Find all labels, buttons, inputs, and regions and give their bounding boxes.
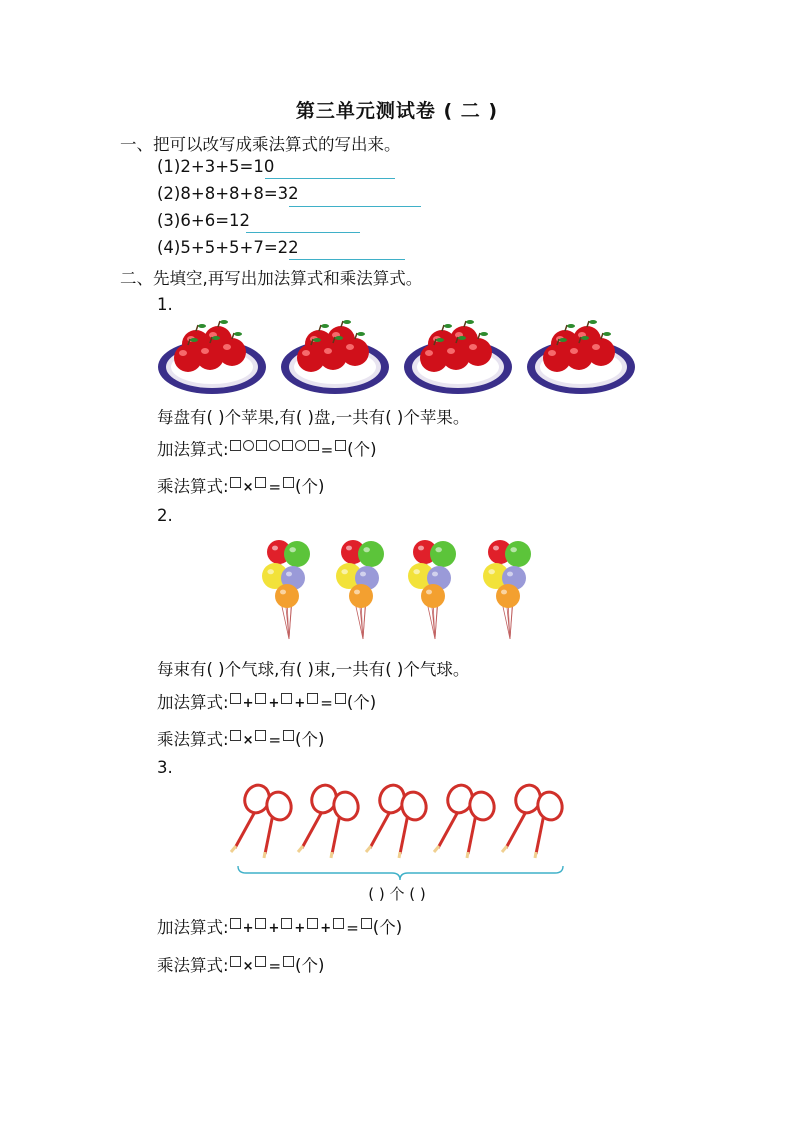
q1-addition-label: 加法算式: <box>157 440 229 459</box>
plus-sign: + <box>294 921 306 936</box>
q3-multiplication-label: 乘法算式: <box>157 956 229 975</box>
balloon-bunch-icon <box>408 540 456 639</box>
q2-addition-row <box>157 689 376 713</box>
answer-box[interactable] <box>283 477 294 488</box>
answer-box[interactable] <box>255 693 266 704</box>
unit-label: (个) <box>295 477 325 496</box>
racket-pairs-illustration <box>0 782 794 857</box>
equals-sign: = <box>320 694 333 712</box>
q1-number: 1. <box>157 295 173 314</box>
answer-box[interactable] <box>255 956 266 967</box>
s1-answer-blank-4[interactable] <box>289 259 405 260</box>
q2-number: 2. <box>157 506 173 525</box>
q3-addition-row <box>157 914 402 938</box>
answer-box[interactable] <box>307 918 318 929</box>
balloon-bunch-icon <box>262 540 310 639</box>
curly-brace <box>0 862 794 882</box>
operator-circle[interactable] <box>243 440 254 451</box>
answer-box[interactable] <box>230 730 241 741</box>
answer-box[interactable] <box>281 693 292 704</box>
s1-item-3: (3)6+6=12 <box>157 211 251 230</box>
answer-box[interactable] <box>307 693 318 704</box>
apple-plate-icon <box>527 320 635 394</box>
q1-sentence: 每盘有( )个苹果,有( )盘,一共有( )个苹果。 <box>157 408 470 427</box>
plus-sign: + <box>242 696 254 711</box>
answer-box[interactable] <box>230 956 241 967</box>
answer-box[interactable] <box>282 440 293 451</box>
plus-sign: + <box>268 696 280 711</box>
q2-addition-label: 加法算式: <box>157 693 229 712</box>
answer-box[interactable] <box>281 918 292 929</box>
brace-label: ( ) 个 ( ) <box>368 885 426 903</box>
racket-pair-icon <box>231 782 294 858</box>
equals-sign: = <box>320 441 334 459</box>
unit-label: (个) <box>372 918 403 937</box>
answer-box[interactable] <box>361 918 372 929</box>
q3-multiplication-row <box>157 952 324 976</box>
answer-box[interactable] <box>256 440 267 451</box>
s1-item-1: (1)2+3+5=10 <box>157 157 275 176</box>
plus-sign: + <box>320 921 332 936</box>
plus-sign: + <box>294 696 306 711</box>
answer-box[interactable] <box>230 918 241 929</box>
page-title: 第三单元测试卷 ( 二 ) <box>295 100 499 122</box>
equals-sign: = <box>268 957 282 975</box>
unit-label: (个) <box>295 956 325 975</box>
balloon-bunch-icon <box>483 540 531 639</box>
balloon-bunch-icon <box>336 540 384 639</box>
times-sign: × <box>242 959 254 974</box>
times-sign: × <box>242 480 254 495</box>
q3-addition-label: 加法算式: <box>157 918 229 937</box>
section-1-heading: 一、把可以改写成乘法算式的写出来。 <box>120 135 401 154</box>
unit-label: (个) <box>295 730 325 749</box>
racket-pair-icon <box>502 782 565 858</box>
q2-sentence: 每束有( )个气球,有( )束,一共有( )个气球。 <box>157 660 470 679</box>
balloon-bunches-illustration <box>0 534 794 644</box>
answer-box[interactable] <box>255 730 266 741</box>
answer-box[interactable] <box>255 477 266 488</box>
racket-pair-icon <box>434 782 497 858</box>
plus-sign: + <box>268 921 280 936</box>
operator-circle[interactable] <box>295 440 306 451</box>
unit-label: (个) <box>346 693 377 712</box>
answer-box[interactable] <box>335 440 346 451</box>
equals-sign: = <box>346 919 359 937</box>
answer-box[interactable] <box>283 730 294 741</box>
s1-item-4: (4)5+5+5+7=22 <box>157 238 299 257</box>
answer-box[interactable] <box>283 956 294 967</box>
s1-item-2: (2)8+8+8+8=32 <box>157 184 299 203</box>
answer-box[interactable] <box>255 918 266 929</box>
q2-multiplication-label: 乘法算式: <box>157 730 229 749</box>
q3-number: 3. <box>157 758 173 777</box>
equals-sign: = <box>268 731 282 749</box>
times-sign: × <box>242 733 254 748</box>
answer-box[interactable] <box>335 693 346 704</box>
operator-circle[interactable] <box>269 440 280 451</box>
s1-answer-blank-3[interactable] <box>246 232 360 233</box>
apple-plates-illustration <box>0 320 794 400</box>
apple-plate-icon <box>158 320 266 394</box>
answer-box[interactable] <box>230 440 241 451</box>
q1-addition-row <box>157 436 377 460</box>
apple-plate-icon <box>281 320 389 394</box>
plus-sign: + <box>242 921 254 936</box>
racket-pair-icon <box>298 782 361 858</box>
q1-multiplication-label: 乘法算式: <box>157 477 229 496</box>
equals-sign: = <box>268 478 282 496</box>
section-2-heading: 二、先填空,再写出加法算式和乘法算式。 <box>120 269 423 288</box>
s1-answer-blank-2[interactable] <box>289 206 421 207</box>
q2-multiplication-row <box>157 726 324 750</box>
racket-pair-icon <box>366 782 429 858</box>
q1-multiplication-row <box>157 473 324 497</box>
answer-box[interactable] <box>230 477 241 488</box>
answer-box[interactable] <box>230 693 241 704</box>
apple-plate-icon <box>404 320 512 394</box>
answer-box[interactable] <box>308 440 319 451</box>
answer-box[interactable] <box>333 918 344 929</box>
unit-label: (个) <box>347 440 377 459</box>
s1-answer-blank-1[interactable] <box>265 178 395 179</box>
